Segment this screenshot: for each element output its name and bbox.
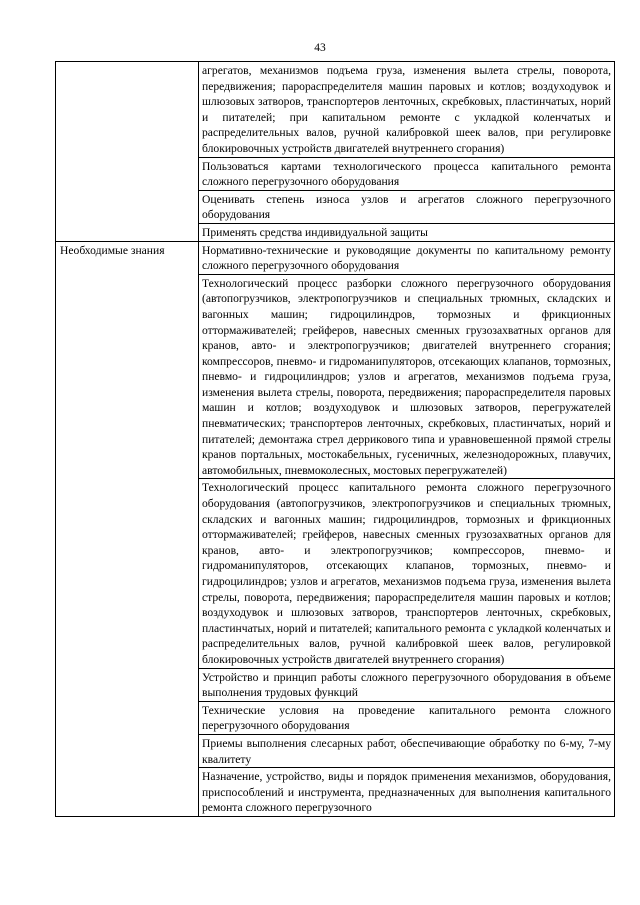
- table-row: [56, 241, 615, 274]
- knowledge-cell: Назначение, устройство, виды и порядок применения механизмов, оборудования, приспособлений и инструмента, предназначенных для выполнения капитального ремонта сложного перегрузочного: [199, 768, 615, 817]
- knowledge-label: Необходимые знания: [56, 241, 199, 816]
- skill-cell: Пользоваться картами технологического процесса капитального ремонта сложного перегрузочного оборудования: [199, 157, 615, 190]
- knowledge-cell: Технологический процесс капитального ремонта сложного перегрузочного оборудования (автопогрузчиков, электропогрузчиков и специальных трюмных, складских и вагонных машин; гидроцилиндров, тормозных и фрикционных оттормаживателей; грейферов, навесных сменных грузозахватных органов для кранов, авто- и электропогрузчиков; компрессоров, пневмо- и гидроманипуляторов, отсекающих клапанов, тормозных, пневмо- и гидроцилиндров; узлов и агрегатов, механизмов подъема груза, изменения вылета стрелы, поворота, передвижения; парораспределителя машин паровых и котлов; воздуходувок и шлюзовых затворов, транспортеров ленточных, скребковых, пластинчатых, норий и питателей; капитального ремонта с укладкой коленчатых и распределительных валов, ручной калибровкой шеек валов, регулировкой блокировочных устройств двигателей внутреннего сгорания): [199, 479, 615, 668]
- knowledge-cell: Устройство и принцип работы сложного перегрузочного оборудования в объеме выполнения трудовых функций: [199, 668, 615, 701]
- skill-cell: агрегатов, механизмов подъема груза, изменения вылета стрелы, поворота, передвижения; парораспределителя машин паровых и котлов; воздуходувок и шлюзовых затворов, транспортеров ленточных, скребковых, пластинчатых, норий и питателей; при капитальном ремонте с укладкой коленчатых и распределительных валов, ручной калибровкой шеек валов, при регулировке блокировочных устройств двигателей внутреннего сгорания): [199, 62, 615, 158]
- knowledge-cell: Нормативно-технические и руководящие документы по капитальному ремонту сложного перегрузочного оборудования: [199, 241, 615, 274]
- table-row: [56, 62, 615, 158]
- knowledge-cell: Приемы выполнения слесарных работ, обеспечивающие обработку по 6-му, 7-му квалитету: [199, 734, 615, 767]
- page-number: 43: [314, 42, 326, 54]
- knowledge-cell: Технологический процесс разборки сложного перегрузочного оборудования (автопогрузчиков, электропогрузчиков и специальных трюмных, складских и вагонных машин; гидроцилиндров, тормозных и фрикционных оттормаживателей; грейферов, навесных сменных грузозахватных органов для кранов, авто- и электропогрузчиков; двигателей внутреннего сгорания; компрессоров, пневмо- и гидроманипуляторов, отсекающих клапанов, тормозных, пневмо- и гидроцилиндров; узлов и агрегатов, механизмов подъема груза, изменения вылета стрелы, поворота, передвижения; парораспределителя паровых машин и котлов; воздуходувок и шлюзовых затворов, перегружателей пневматических; транспортеров ленточных, скребковых, пластинчатых, норий и питателей; демонтажа стрел деррикового типа и уравновешенной прямой стрелы кранов портальных, мостокабельных, гусеничных, железнодорожных, плавучих, автомобильных, пневмоколесных, мостовых перегружателей): [199, 274, 615, 479]
- skill-cell: Оценивать степень износа узлов и агрегатов сложного перегрузочного оборудования: [199, 190, 615, 223]
- empty-label-cell: [56, 62, 199, 242]
- competency-table: [55, 61, 615, 817]
- knowledge-cell: Технические условия на проведение капитального ремонта сложного перегрузочного оборудования: [199, 701, 615, 734]
- skill-cell: Применять средства индивидуальной защиты: [199, 223, 615, 241]
